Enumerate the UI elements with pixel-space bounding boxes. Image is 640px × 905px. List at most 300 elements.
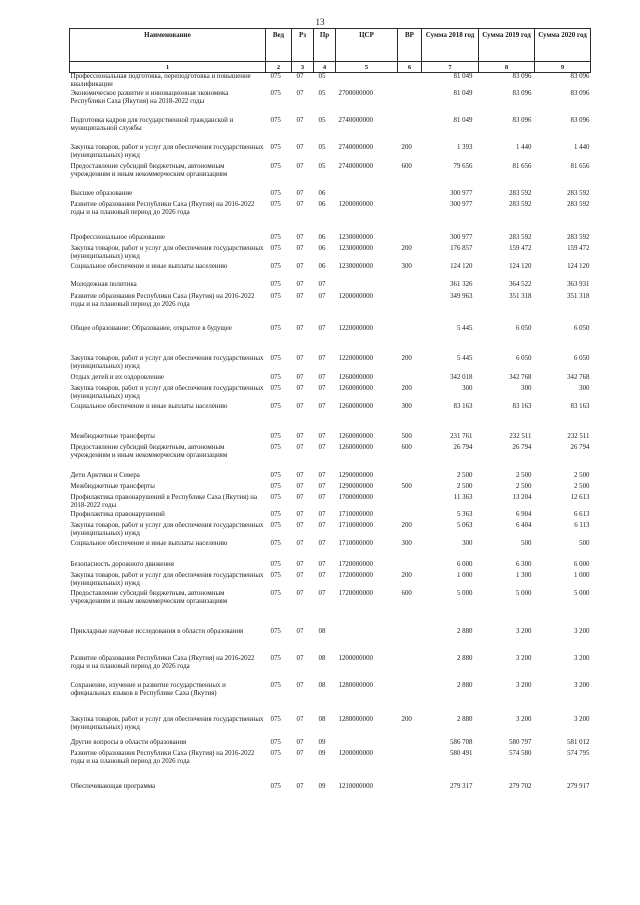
row-sum-2019: 124 120 <box>509 262 532 270</box>
row-rz: 07 <box>296 292 304 300</box>
row-vr: 200 <box>401 244 412 252</box>
row-vr <box>398 325 422 355</box>
row-sum-2019: 283 592 <box>509 233 532 241</box>
table-row <box>70 190 591 201</box>
row-sum-2018: 2 880 <box>456 654 473 662</box>
table-row <box>70 403 591 433</box>
row-sum-2018: 349 963 <box>450 292 473 300</box>
row-sum-2019: 6 404 <box>515 521 532 529</box>
row-csr: 1260000000 <box>338 373 373 381</box>
row-rz: 07 <box>296 715 304 723</box>
row-name: Предоставление субсидий бюджетным, автономным учреждениям и иным некоммерческим организациям <box>70 589 228 606</box>
page-number: 13 <box>315 17 325 27</box>
row-name: Молодежная политика <box>70 280 137 288</box>
table-row <box>70 245 591 263</box>
row-csr: 1710000000 <box>338 539 373 547</box>
row-name: Закупка товаров, работ и услуг для обеспечения государственных (муниципальных) нужд <box>70 384 264 401</box>
row-csr: 2740000000 <box>338 162 373 170</box>
row-ved: 075 <box>270 589 281 597</box>
row-ved: 075 <box>270 189 281 197</box>
row-csr: 1210000000 <box>338 782 373 790</box>
header-csr: ЦСР <box>336 29 398 62</box>
row-ved: 075 <box>270 654 281 662</box>
row-sum-2019: 279 702 <box>509 782 532 790</box>
row-sum-2019: 6 300 <box>515 560 532 568</box>
row-name: Профессиональное образование <box>70 233 165 241</box>
header-sum-2018: Сумма 2018 год <box>422 29 479 62</box>
row-name: Дети Арктики и Севера <box>70 471 140 479</box>
row-rz: 07 <box>296 749 304 757</box>
row-sum-2018: 83 163 <box>453 402 473 410</box>
row-ved: 075 <box>270 482 281 490</box>
column-number: 3 <box>292 62 314 73</box>
row-rz: 07 <box>296 324 304 332</box>
table-row <box>70 511 591 522</box>
row-pr: 07 <box>318 471 326 479</box>
row-vr: 300 <box>401 262 412 270</box>
table-row <box>70 281 591 293</box>
table-row <box>70 682 591 716</box>
row-sum-2018: 81 049 <box>453 116 473 124</box>
row-ved: 075 <box>270 443 281 451</box>
row-sum-2020: 3 200 <box>573 715 590 723</box>
column-number-row <box>70 62 591 73</box>
header-row <box>70 29 591 62</box>
row-sum-2019: 13 204 <box>512 493 532 501</box>
row-csr: 1230000000 <box>338 262 373 270</box>
header-pr: Пр <box>314 29 336 62</box>
row-rz: 07 <box>296 244 304 252</box>
row-pr: 07 <box>318 510 326 518</box>
row-ved: 075 <box>270 738 281 746</box>
row-name: Закупка товаров, работ и услуг для обеспечения государственных (муниципальных) нужд <box>70 571 264 588</box>
row-name: Прикладные научные исследования в области образования <box>70 627 244 635</box>
row-sum-2020: 283 592 <box>567 189 590 197</box>
row-sum-2018: 580 491 <box>450 749 473 757</box>
row-pr: 08 <box>318 654 326 662</box>
row-csr: 1200000000 <box>338 292 373 300</box>
row-sum-2020: 581 012 <box>567 738 590 746</box>
row-pr: 08 <box>318 681 326 689</box>
row-sum-2018: 342 018 <box>450 373 473 381</box>
row-sum-2019: 283 592 <box>509 200 532 208</box>
row-vr <box>398 73 422 90</box>
row-csr <box>336 281 398 293</box>
header-ved: Вед <box>266 29 292 62</box>
row-pr: 05 <box>318 73 326 80</box>
row-rz: 07 <box>296 654 304 662</box>
row-vr <box>398 682 422 716</box>
row-ved: 075 <box>270 571 281 579</box>
row-sum-2018: 231 761 <box>450 432 473 440</box>
row-sum-2018: 300 977 <box>450 189 473 197</box>
row-sum-2019: 2 500 <box>515 482 532 490</box>
row-rz: 07 <box>296 782 304 790</box>
row-sum-2019: 83 096 <box>512 89 532 97</box>
column-number: 7 <box>422 62 479 73</box>
row-rz: 07 <box>296 233 304 241</box>
row-rz: 07 <box>296 539 304 547</box>
row-rz: 07 <box>296 738 304 746</box>
row-pr: 07 <box>318 521 326 529</box>
row-sum-2019: 1 300 <box>515 571 532 579</box>
row-ved: 075 <box>270 510 281 518</box>
row-vr <box>398 374 422 385</box>
row-sum-2018: 81 049 <box>453 73 473 80</box>
row-rz: 07 <box>296 89 304 97</box>
row-sum-2020: 3 200 <box>573 681 590 689</box>
row-sum-2019: 3 200 <box>515 715 532 723</box>
row-sum-2018: 5 445 <box>456 354 473 362</box>
row-pr: 07 <box>318 443 326 451</box>
table-row <box>70 355 591 374</box>
row-csr: 1230000000 <box>338 244 373 252</box>
table-row <box>70 628 591 655</box>
table-row <box>70 716 591 739</box>
row-sum-2020: 83 096 <box>570 89 590 97</box>
row-ved: 075 <box>270 233 281 241</box>
row-sum-2018: 124 120 <box>450 262 473 270</box>
row-sum-2019: 3 200 <box>515 654 532 662</box>
table-row <box>70 433 591 444</box>
row-name: Закупка товаров, работ и услуг для обеспечения государственных (муниципальных) нужд <box>70 715 264 732</box>
row-rz: 07 <box>296 162 304 170</box>
row-ved: 075 <box>270 280 281 288</box>
row-pr: 09 <box>318 738 326 746</box>
row-rz: 07 <box>296 354 304 362</box>
row-sum-2020: 3 200 <box>573 654 590 662</box>
table-row <box>70 561 591 572</box>
row-pr: 07 <box>318 493 326 501</box>
row-sum-2020: 6 000 <box>573 560 590 568</box>
row-csr: 1710000000 <box>338 521 373 529</box>
row-name: Социальное обеспечение и иные выплаты населению <box>70 262 228 270</box>
row-pr: 07 <box>318 539 326 547</box>
row-sum-2020: 124 120 <box>567 262 590 270</box>
row-rz: 07 <box>296 571 304 579</box>
row-vr <box>398 783 422 801</box>
row-ved: 075 <box>270 402 281 410</box>
row-pr: 06 <box>318 189 326 197</box>
row-csr: 1280000000 <box>338 715 373 723</box>
row-name: Развитие образования Республики Саха (Якутия) на 2016-2022 годы и на плановый период до 2026 года <box>70 292 255 309</box>
table-row <box>70 263 591 281</box>
row-pr: 07 <box>318 571 326 579</box>
row-name: Общее образование: Образование, открытое в будущее <box>70 324 232 332</box>
row-ved: 075 <box>270 89 281 97</box>
row-ved: 075 <box>270 715 281 723</box>
row-vr: 200 <box>401 354 412 362</box>
row-sum-2020: 83 163 <box>570 402 590 410</box>
table-row <box>70 540 591 561</box>
row-pr: 07 <box>318 432 326 440</box>
table-row <box>70 444 591 472</box>
row-csr: 1260000000 <box>338 432 373 440</box>
row-sum-2019: 81 656 <box>512 162 532 170</box>
column-number: 1 <box>70 62 266 73</box>
row-csr: 1220000000 <box>338 354 373 362</box>
row-csr: 1200000000 <box>338 200 373 208</box>
row-sum-2020: 3 200 <box>573 627 590 635</box>
row-csr: 1700000000 <box>338 493 373 501</box>
row-vr <box>398 628 422 655</box>
row-sum-2019: 364 522 <box>509 280 532 288</box>
table-row <box>70 750 591 783</box>
row-sum-2020: 283 592 <box>567 233 590 241</box>
row-rz: 07 <box>296 402 304 410</box>
row-sum-2019: 580 797 <box>509 738 532 746</box>
row-sum-2018: 1 393 <box>456 143 473 151</box>
table-row <box>70 739 591 750</box>
table-row <box>70 655 591 682</box>
row-pr: 05 <box>318 116 326 124</box>
row-sum-2019: 83 163 <box>512 402 532 410</box>
row-sum-2019: 574 580 <box>509 749 532 757</box>
row-pr: 07 <box>318 354 326 362</box>
row-sum-2018: 361 326 <box>450 280 473 288</box>
row-sum-2018: 300 977 <box>450 200 473 208</box>
row-vr <box>398 739 422 750</box>
row-sum-2018: 2 500 <box>456 471 473 479</box>
row-pr: 08 <box>318 715 326 723</box>
row-sum-2020: 83 096 <box>570 73 590 80</box>
table-body <box>70 73 591 801</box>
row-sum-2020: 6 113 <box>574 521 590 529</box>
row-rz: 07 <box>296 482 304 490</box>
row-ved: 075 <box>270 116 281 124</box>
row-vr <box>398 511 422 522</box>
row-sum-2020: 500 <box>579 539 590 547</box>
row-rz: 07 <box>296 443 304 451</box>
row-vr: 200 <box>401 384 412 392</box>
row-name: Отдых детей и их оздоровление <box>70 373 164 381</box>
row-name: Экономическое развитие и инновационная экономика Республики Саха (Якутия) на 2018-2022 годы <box>70 89 229 106</box>
row-sum-2020: 26 794 <box>570 443 590 451</box>
row-pr: 06 <box>318 262 326 270</box>
row-name: Межбюджетные трансферты <box>70 432 155 440</box>
row-sum-2020: 5 000 <box>573 589 590 597</box>
row-sum-2020: 574 795 <box>567 749 590 757</box>
row-pr: 09 <box>318 782 326 790</box>
row-ved: 075 <box>270 384 281 392</box>
row-ved: 075 <box>270 521 281 529</box>
row-csr: 1200000000 <box>338 749 373 757</box>
table-row <box>70 522 591 540</box>
row-vr <box>398 494 422 511</box>
header-vr: ВР <box>398 29 422 62</box>
row-name: Профессиональная подготовка, переподготовка и повышение квалификации <box>70 73 251 89</box>
row-sum-2019: 300 <box>521 384 532 392</box>
row-sum-2018: 586 708 <box>450 738 473 746</box>
row-sum-2020: 159 472 <box>567 244 590 252</box>
row-csr: 1260000000 <box>338 443 373 451</box>
row-name: Закупка товаров, работ и услуг для обеспечения государственных (муниципальных) нужд <box>70 143 264 160</box>
row-csr: 1290000000 <box>338 471 373 479</box>
header-sum-2020: Сумма 2020 год <box>535 29 591 62</box>
row-sum-2020: 300 <box>579 384 590 392</box>
table-row <box>70 385 591 403</box>
row-sum-2019: 3 200 <box>515 627 532 635</box>
row-vr <box>398 234 422 245</box>
row-rz: 07 <box>296 471 304 479</box>
row-csr <box>336 739 398 750</box>
row-vr: 600 <box>401 162 412 170</box>
row-sum-2018: 79 656 <box>453 162 473 170</box>
row-ved: 075 <box>270 262 281 270</box>
row-sum-2018: 11 363 <box>453 493 473 501</box>
header-rz: Рз <box>292 29 314 62</box>
row-ved: 075 <box>270 471 281 479</box>
row-ved: 075 <box>270 73 281 80</box>
row-vr <box>398 201 422 234</box>
table-row <box>70 90 591 117</box>
table-row <box>70 472 591 483</box>
row-csr: 2740000000 <box>338 143 373 151</box>
row-rz: 07 <box>296 493 304 501</box>
row-csr: 1720000000 <box>338 560 373 568</box>
row-pr: 06 <box>318 200 326 208</box>
row-ved: 075 <box>270 244 281 252</box>
row-rz: 07 <box>296 373 304 381</box>
row-vr <box>398 472 422 483</box>
table-row <box>70 572 591 590</box>
row-sum-2020: 2 500 <box>573 471 590 479</box>
row-vr <box>398 750 422 783</box>
row-name: Профилактика правонарушений <box>70 510 165 518</box>
row-csr <box>336 628 398 655</box>
row-ved: 075 <box>270 560 281 568</box>
header-name: Наименование <box>70 29 266 62</box>
row-name: Развитие образования Республики Саха (Якутия) на 2016-2022 годы и на плановый период до 2026 года <box>70 749 255 766</box>
table-row <box>70 73 591 90</box>
row-sum-2018: 2 880 <box>456 715 473 723</box>
row-name: Подготовка кадров для государственной гражданской и муниципальной службы <box>70 116 234 133</box>
row-ved: 075 <box>270 432 281 440</box>
row-pr: 07 <box>318 280 326 288</box>
row-name: Закупка товаров, работ и услуг для обеспечения государственных (муниципальных) нужд <box>70 521 264 538</box>
row-ved: 075 <box>270 782 281 790</box>
row-vr: 200 <box>401 571 412 579</box>
table-row <box>70 483 591 494</box>
row-name: Развитие образования Республики Саха (Якутия) на 2016-2022 годы и на плановый период до 2026 года <box>70 654 255 671</box>
row-sum-2019: 159 472 <box>509 244 532 252</box>
row-sum-2019: 6 050 <box>515 324 532 332</box>
row-ved: 075 <box>270 292 281 300</box>
row-sum-2018: 300 977 <box>450 233 473 241</box>
row-sum-2019: 342 768 <box>509 373 532 381</box>
row-name: Предоставление субсидий бюджетным, автономным учреждениям и иным некоммерческим организациям <box>70 443 228 460</box>
row-rz: 07 <box>296 384 304 392</box>
row-name: Предоставление субсидий бюджетным, автономным учреждениям и иным некоммерческим организациям <box>70 162 228 179</box>
row-vr: 600 <box>401 589 412 597</box>
row-pr: 09 <box>318 749 326 757</box>
row-sum-2020: 6 050 <box>573 324 590 332</box>
row-sum-2019: 26 794 <box>512 443 532 451</box>
table-row <box>70 325 591 355</box>
row-csr: 1230000000 <box>338 233 373 241</box>
row-name: Высшее образование <box>70 189 133 197</box>
row-rz: 07 <box>296 143 304 151</box>
row-sum-2020: 342 768 <box>567 373 590 381</box>
row-name: Межбюджетные трансферты <box>70 482 155 490</box>
row-sum-2018: 81 049 <box>453 89 473 97</box>
row-csr: 1200000000 <box>338 654 373 662</box>
table-row <box>70 144 591 163</box>
row-ved: 075 <box>270 539 281 547</box>
table-row <box>70 201 591 234</box>
row-sum-2019: 351 318 <box>509 292 532 300</box>
row-vr: 500 <box>401 432 412 440</box>
row-rz: 07 <box>296 73 304 80</box>
row-pr: 07 <box>318 589 326 597</box>
row-rz: 07 <box>296 432 304 440</box>
row-name: Развитие образования Республики Саха (Якутия) на 2016-2022 годы и на плановый период до 2026 года <box>70 200 255 217</box>
budget-table <box>69 28 591 801</box>
row-vr <box>398 561 422 572</box>
column-number: 5 <box>336 62 398 73</box>
row-rz: 07 <box>296 560 304 568</box>
row-name: Закупка товаров, работ и услуг для обеспечения государственных (муниципальных) нужд <box>70 244 264 261</box>
row-csr: 1720000000 <box>338 589 373 597</box>
row-ved: 075 <box>270 681 281 689</box>
column-number: 8 <box>479 62 535 73</box>
row-rz: 07 <box>296 189 304 197</box>
table-row <box>70 293 591 325</box>
row-rz: 07 <box>296 521 304 529</box>
row-sum-2020: 83 096 <box>570 116 590 124</box>
row-sum-2018: 5 363 <box>456 510 473 518</box>
column-number: 9 <box>535 62 591 73</box>
row-name: Другие вопросы в области образования <box>70 738 187 746</box>
row-sum-2020: 1 000 <box>573 571 590 579</box>
row-sum-2019: 283 592 <box>509 189 532 197</box>
row-vr <box>398 655 422 682</box>
row-rz: 07 <box>296 200 304 208</box>
row-sum-2019: 6 050 <box>515 354 532 362</box>
row-csr: 1720000000 <box>338 571 373 579</box>
row-csr: 1220000000 <box>338 324 373 332</box>
row-sum-2018: 5 000 <box>456 589 473 597</box>
row-csr: 1260000000 <box>338 384 373 392</box>
row-sum-2018: 300 <box>462 539 473 547</box>
row-sum-2018: 26 794 <box>453 443 473 451</box>
row-pr: 05 <box>318 89 326 97</box>
row-sum-2020: 81 656 <box>570 162 590 170</box>
row-rz: 07 <box>296 262 304 270</box>
row-sum-2019: 232 511 <box>509 432 532 440</box>
row-csr <box>336 73 398 90</box>
row-sum-2018: 2 880 <box>456 681 473 689</box>
row-sum-2019: 83 096 <box>512 116 532 124</box>
row-pr: 07 <box>318 482 326 490</box>
row-ved: 075 <box>270 749 281 757</box>
row-vr: 200 <box>401 715 412 723</box>
row-sum-2018: 1 000 <box>456 571 473 579</box>
row-pr: 07 <box>318 324 326 332</box>
row-sum-2019: 3 200 <box>515 681 532 689</box>
row-sum-2018: 2 500 <box>456 482 473 490</box>
row-sum-2018: 5 445 <box>456 324 473 332</box>
row-sum-2019: 83 096 <box>512 73 532 80</box>
column-number: 4 <box>314 62 336 73</box>
row-sum-2019: 5 000 <box>515 589 532 597</box>
row-csr: 1290000000 <box>338 482 373 490</box>
row-vr: 600 <box>401 443 412 451</box>
row-ved: 075 <box>270 627 281 635</box>
row-csr: 1280000000 <box>338 681 373 689</box>
table-row <box>70 234 591 245</box>
row-sum-2019: 500 <box>521 539 532 547</box>
